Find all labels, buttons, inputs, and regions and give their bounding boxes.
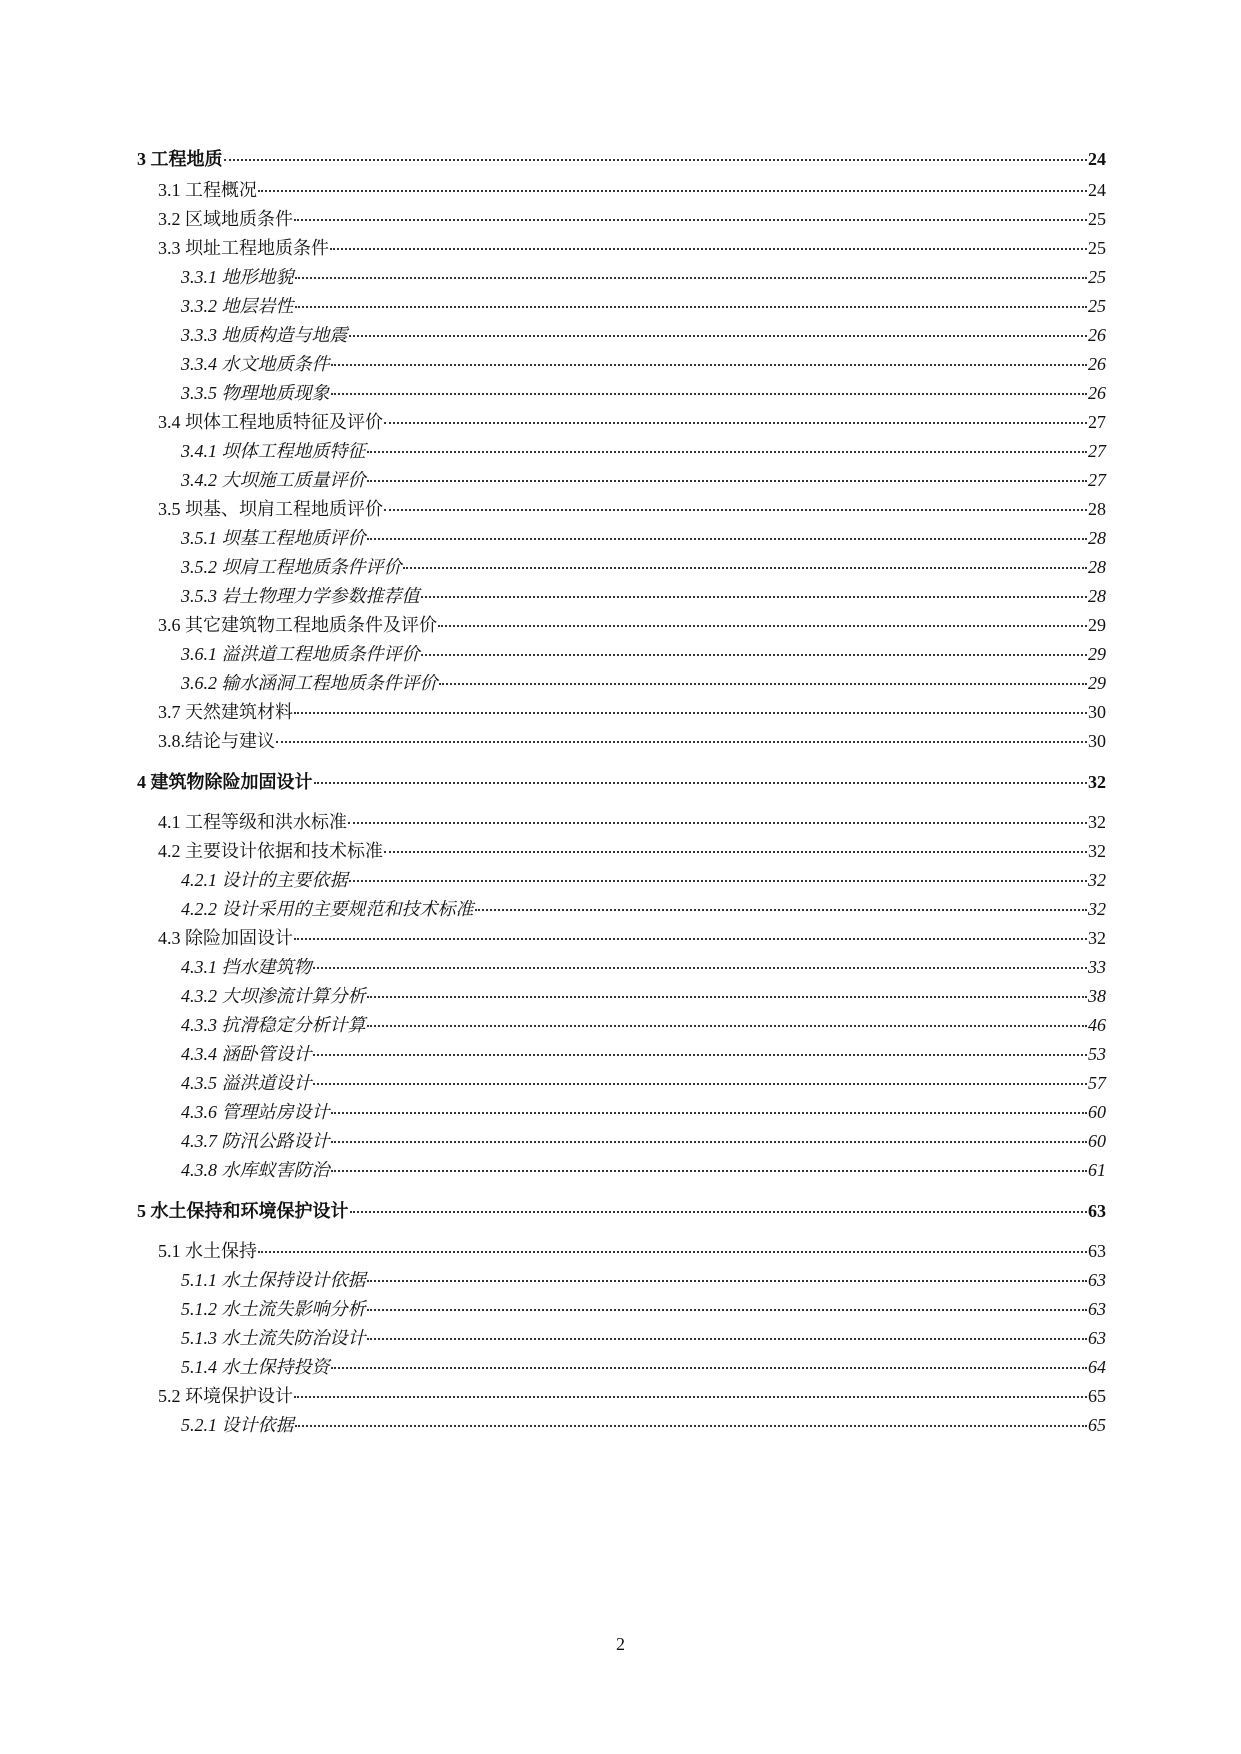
toc-entry-page: 64 [1088,1357,1106,1377]
toc-entry-title: 5 水土保持和环境保护设计 [137,1201,349,1221]
dot-leader [295,1425,1088,1427]
toc-entry[interactable] [181,466,1106,492]
toc-entry-title: 5.2 环境保护设计 [158,1386,293,1406]
dot-leader [276,741,1087,743]
toc-entry-page: 32 [1088,928,1106,948]
toc-entry-page: 33 [1088,957,1106,977]
toc-entry-page: 46 [1088,1015,1106,1035]
toc-entry[interactable] [181,1353,1106,1379]
dot-leader [384,422,1087,424]
toc-entry-title: 3.3 坝址工程地质条件 [158,238,329,258]
toc-entry-page: 29 [1088,673,1106,693]
toc-entry[interactable] [158,1237,1106,1263]
dot-leader [294,219,1087,221]
dot-leader [331,393,1088,395]
toc-entry-page: 65 [1088,1386,1106,1406]
toc-entry-title: 3.8.结论与建议 [158,731,275,751]
toc-entry-title: 3.1 工程概况 [158,180,257,200]
dot-leader [313,967,1088,969]
dot-leader [439,683,1088,685]
toc-entry-title: 4 建筑物除险加固设计 [137,772,313,792]
toc-entry[interactable] [137,145,1106,171]
toc-entry-page: 25 [1088,238,1106,258]
toc-entry-title: 3.6 其它建筑物工程地质条件及评价 [158,615,437,635]
toc-entry[interactable] [158,837,1106,863]
toc-entry-page: 57 [1088,1073,1106,1093]
dot-leader [475,909,1088,911]
toc-entry[interactable] [181,1127,1106,1153]
toc-entry-title: 3.5.2 坝肩工程地质条件评价 [181,557,402,577]
toc-entry-page: 29 [1088,615,1106,635]
dot-leader [331,1170,1088,1172]
dot-leader [295,306,1088,308]
toc-entry-page: 25 [1088,296,1106,316]
toc-entry-page: 63 [1088,1241,1106,1261]
dot-leader [294,938,1087,940]
toc-entry-title: 3.5.1 坝基工程地质评价 [181,528,366,548]
toc-entry[interactable] [181,1011,1106,1037]
toc-entry[interactable] [181,895,1106,921]
toc-entry[interactable] [181,263,1106,289]
toc-entry[interactable] [181,292,1106,318]
toc-entry-page: 28 [1088,499,1106,519]
dot-leader [349,880,1088,882]
toc-entry-title: 4.3.6 管理站房设计 [181,1102,330,1122]
toc-entry-title: 4.3.4 涵卧管设计 [181,1044,312,1064]
toc-entry-page: 63 [1088,1328,1106,1348]
toc-entry[interactable] [158,408,1106,434]
dot-leader [367,996,1088,998]
toc-entry-title: 3.3.5 物理地质现象 [181,383,330,403]
dot-leader [331,1141,1088,1143]
toc-entry[interactable] [181,553,1106,579]
toc-entry-title: 4.3.8 水库蚁害防治 [181,1160,330,1180]
toc-entry-title: 3.3.3 地质构造与地震 [181,325,348,345]
dot-leader [367,1309,1088,1311]
toc-entry-page: 25 [1088,209,1106,229]
toc-entry[interactable] [158,234,1106,260]
toc-entry[interactable] [137,768,1106,794]
toc-entry-title: 3.5 坝基、坝肩工程地质评价 [158,499,383,519]
dot-leader [367,538,1088,540]
toc-entry-page: 25 [1088,267,1106,287]
toc-entry-page: 60 [1088,1102,1106,1122]
toc-entry[interactable] [181,640,1106,666]
toc-entry-title: 5.1.2 水土流失影响分析 [181,1299,366,1319]
toc-entry[interactable] [181,350,1106,376]
toc-entry-page: 24 [1088,180,1106,200]
dot-leader [295,277,1088,279]
dot-leader [313,1054,1088,1056]
toc-entry-title: 3.6.1 溢洪道工程地质条件评价 [181,644,420,664]
toc-entry-page: 60 [1088,1131,1106,1151]
toc-entry[interactable] [181,379,1106,405]
dot-leader [331,364,1088,366]
toc-entry-page: 53 [1088,1044,1106,1064]
dot-leader [294,712,1087,714]
dot-leader [367,1280,1088,1282]
dot-leader [403,567,1088,569]
toc-entry-title: 3.4.2 大坝施工质量评价 [181,470,366,490]
dot-leader [438,625,1087,627]
toc-entry-page: 28 [1088,557,1106,577]
toc-entry-page: 27 [1088,441,1106,461]
toc-entry[interactable] [181,669,1106,695]
toc-entry[interactable] [158,924,1106,950]
toc-entry-title: 3.3.1 地形地貌 [181,267,294,287]
dot-leader [367,1338,1088,1340]
toc-entry[interactable] [158,1382,1106,1408]
toc-entry-title: 3.7 天然建筑材料 [158,702,293,722]
toc-entry[interactable] [158,205,1106,231]
toc-entry[interactable] [181,582,1106,608]
toc-entry-title: 3.3.2 地层岩性 [181,296,294,316]
toc-entry-title: 5.1.1 水土保持设计依据 [181,1270,366,1290]
toc-entry[interactable] [158,495,1106,521]
toc-entry[interactable] [158,176,1106,202]
toc-entry-title: 4.3.7 防汛公路设计 [181,1131,330,1151]
dot-leader [367,451,1088,453]
toc-entry[interactable] [137,1197,1106,1223]
dot-leader [224,159,1088,161]
toc-entry-title: 5.1.4 水土保持投资 [181,1357,330,1377]
dot-leader [331,1112,1088,1114]
toc-entry-title: 4.1 工程等级和洪水标准 [158,812,347,832]
toc-entry-title: 5.1.3 水土流失防治设计 [181,1328,366,1348]
toc-entry-page: 24 [1088,149,1106,169]
toc-entry-title: 3.5.3 岩土物理力学参数推荐值 [181,586,420,606]
toc-entry-title: 5.2.1 设计依据 [181,1415,294,1435]
toc-entry-title: 4.3.1 挡水建筑物 [181,957,312,977]
toc-entry-title: 4.3 除险加固设计 [158,928,293,948]
toc-entry[interactable] [181,1295,1106,1321]
dot-leader [314,782,1088,784]
page-number: 2 [616,1634,625,1654]
toc-entry-page: 26 [1088,383,1106,403]
toc-entry[interactable] [181,866,1106,892]
toc-entry-page: 61 [1088,1160,1106,1180]
dot-leader [348,822,1087,824]
toc-entry-page: 30 [1088,731,1106,751]
toc-entry-page: 32 [1088,841,1106,861]
toc-entry-title: 5.1 水土保持 [158,1241,257,1261]
toc-entry[interactable] [158,611,1106,637]
toc-entry-title: 3.4.1 坝体工程地质特征 [181,441,366,461]
toc-entry[interactable] [181,1098,1106,1124]
toc-entry-page: 32 [1088,899,1106,919]
toc-entry-page: 63 [1088,1299,1106,1319]
toc-entry[interactable] [181,524,1106,550]
toc-entry-page: 27 [1088,412,1106,432]
toc-entry-title: 4.2 主要设计依据和技术标准 [158,841,383,861]
toc-entry[interactable] [181,982,1106,1008]
dot-leader [350,1211,1088,1213]
toc-entry-title: 4.3.3 抗滑稳定分析计算 [181,1015,366,1035]
toc-entry-title: 4.3.5 溢洪道设计 [181,1073,312,1093]
dot-leader [258,1251,1087,1253]
dot-leader [421,654,1088,656]
toc-entry-page: 28 [1088,528,1106,548]
toc-entry[interactable] [181,953,1106,979]
toc-entry-title: 4.3.2 大坝渗流计算分析 [181,986,366,1006]
dot-leader [349,335,1088,337]
toc-entry[interactable] [181,321,1106,347]
toc-entry[interactable] [181,1069,1106,1095]
toc-entry[interactable] [158,698,1106,724]
dot-leader [313,1083,1088,1085]
toc-entry-title: 4.2.1 设计的主要依据 [181,870,348,890]
toc-entry-page: 26 [1088,325,1106,345]
toc-entry-title: 3.2 区域地质条件 [158,209,293,229]
toc-entry-page: 26 [1088,354,1106,374]
toc-entry-title: 3.6.2 输水涵洞工程地质条件评价 [181,673,438,693]
dot-leader [367,1025,1088,1027]
toc-entry-title: 3 工程地质 [137,149,223,169]
toc-entry[interactable] [158,808,1106,834]
toc-entry-page: 32 [1088,812,1106,832]
toc-entry[interactable] [181,437,1106,463]
dot-leader [330,248,1087,250]
toc-entry-page: 38 [1088,986,1106,1006]
toc-entry-page: 32 [1088,870,1106,890]
toc-entry-page: 63 [1088,1270,1106,1290]
dot-leader [367,480,1088,482]
toc-entry-title: 4.2.2 设计采用的主要规范和技术标准 [181,899,474,919]
toc-entry-page: 27 [1088,470,1106,490]
toc-entry[interactable] [181,1266,1106,1292]
dot-leader [421,596,1088,598]
dot-leader [258,190,1087,192]
toc-entry-page: 28 [1088,586,1106,606]
toc-entry-title: 3.3.4 水文地质条件 [181,354,330,374]
toc-entry[interactable] [181,1040,1106,1066]
toc-entry-page: 30 [1088,702,1106,722]
toc-entry-page: 32 [1088,772,1106,792]
toc-entry[interactable] [181,1324,1106,1350]
dot-leader [294,1396,1087,1398]
dot-leader [331,1367,1088,1369]
toc-entry-page: 65 [1088,1415,1106,1435]
dot-leader [384,509,1087,511]
toc-entry[interactable] [158,727,1106,753]
toc-entry-page: 63 [1088,1201,1106,1221]
toc-entry[interactable] [181,1411,1106,1437]
toc-entry-title: 3.4 坝体工程地质特征及评价 [158,412,383,432]
toc-entry-page: 29 [1088,644,1106,664]
dot-leader [384,851,1087,853]
toc-entry[interactable] [181,1156,1106,1182]
